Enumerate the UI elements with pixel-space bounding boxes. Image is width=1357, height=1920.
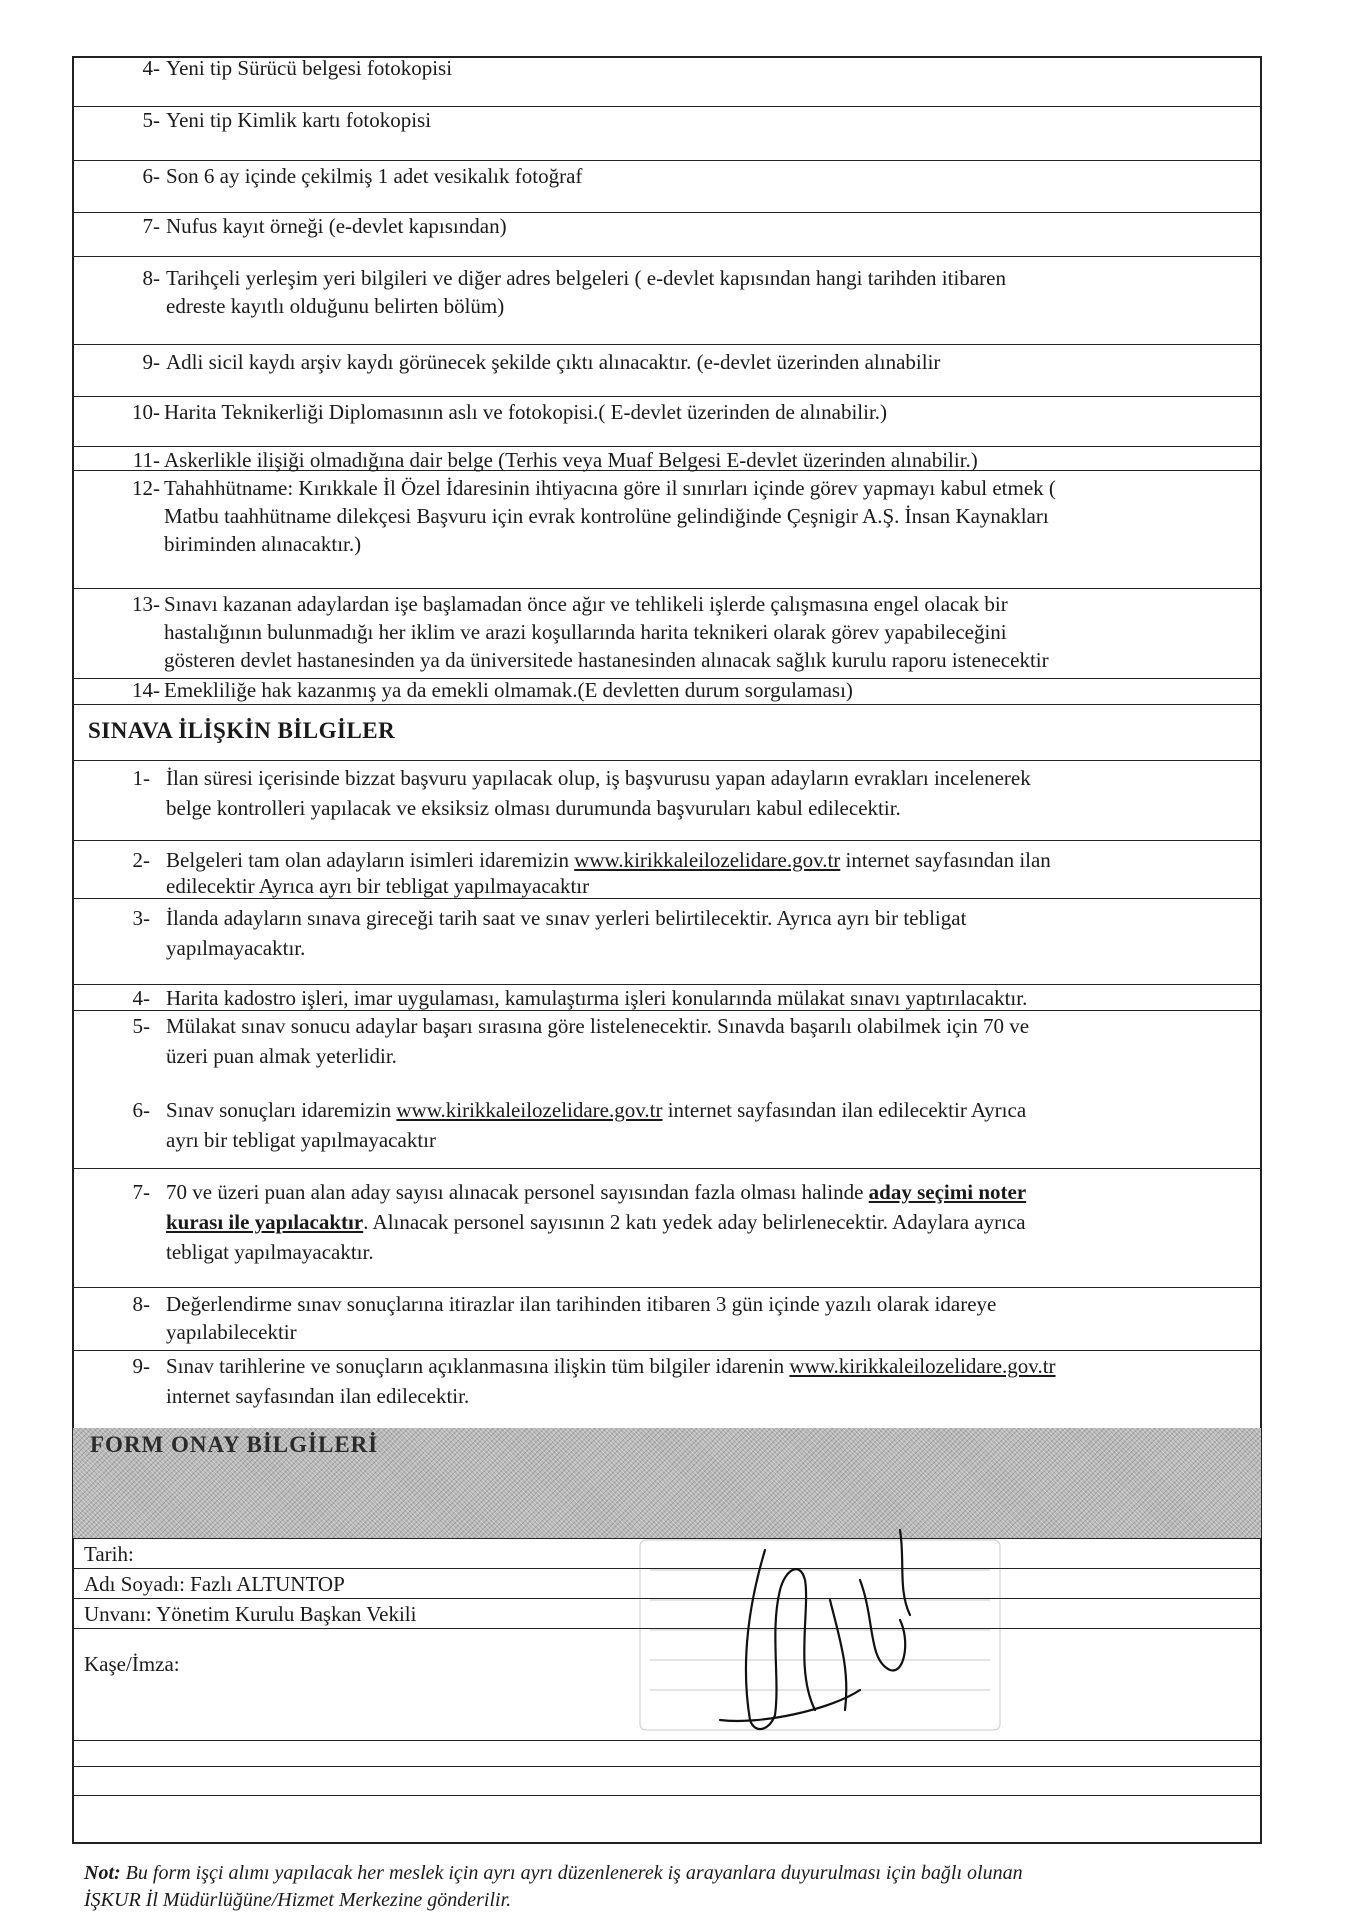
signature-stroke <box>720 1690 860 1721</box>
row-divider <box>72 840 1262 841</box>
emphasis-text: kurası ile yapılacaktır <box>166 1210 364 1234</box>
row-divider <box>72 1795 1262 1796</box>
row-divider <box>72 704 1262 705</box>
signature-stamp <box>600 1520 1020 1750</box>
stamp-border <box>640 1540 1000 1730</box>
row-divider <box>72 1168 1262 1169</box>
row-divider <box>72 1287 1262 1288</box>
website-link[interactable]: www.kirikkaleilozelidare.gov.tr <box>396 1098 663 1122</box>
date-field: Tarih: <box>84 1542 134 1566</box>
section-title: SINAVA İLİŞKİN BİLGİLER <box>88 718 396 743</box>
footer-note: Not: Bu form işçi alımı yapılacak her meslek için ayrı ayrı düzenlenerek iş arayanlara duyurulması için bağlı olunan İŞKUR İl Müdürlüğüne/Hizmet Merkezine gönderilir. <box>84 1862 1023 1911</box>
signature-stroke <box>860 1580 905 1670</box>
form-approval-title: FORM ONAY BİLGİLERİ <box>90 1432 379 1457</box>
signature-stroke <box>900 1530 910 1615</box>
row-divider <box>72 256 1262 257</box>
name-field: Adı Soyadı: Fazlı ALTUNTOP <box>84 1572 345 1596</box>
row-divider <box>72 1350 1262 1351</box>
row-divider <box>72 160 1262 161</box>
emphasis-text: aday seçimi noter <box>868 1180 1027 1204</box>
stamp-field: Kaşe/İmza: <box>84 1652 180 1676</box>
row-divider <box>72 1766 1262 1767</box>
title-field: Unvanı: Yönetim Kurulu Başkan Vekili <box>84 1602 417 1626</box>
row-divider <box>72 760 1262 761</box>
row-divider <box>72 588 1262 589</box>
row-divider <box>72 344 1262 345</box>
website-link[interactable]: www.kirikkaleilozelidare.gov.tr <box>574 848 841 872</box>
row-divider <box>72 396 1262 397</box>
signature-stroke <box>746 1550 815 1729</box>
signature-stroke <box>830 1600 846 1710</box>
website-link[interactable]: www.kirikkaleilozelidare.gov.tr <box>789 1354 1056 1378</box>
